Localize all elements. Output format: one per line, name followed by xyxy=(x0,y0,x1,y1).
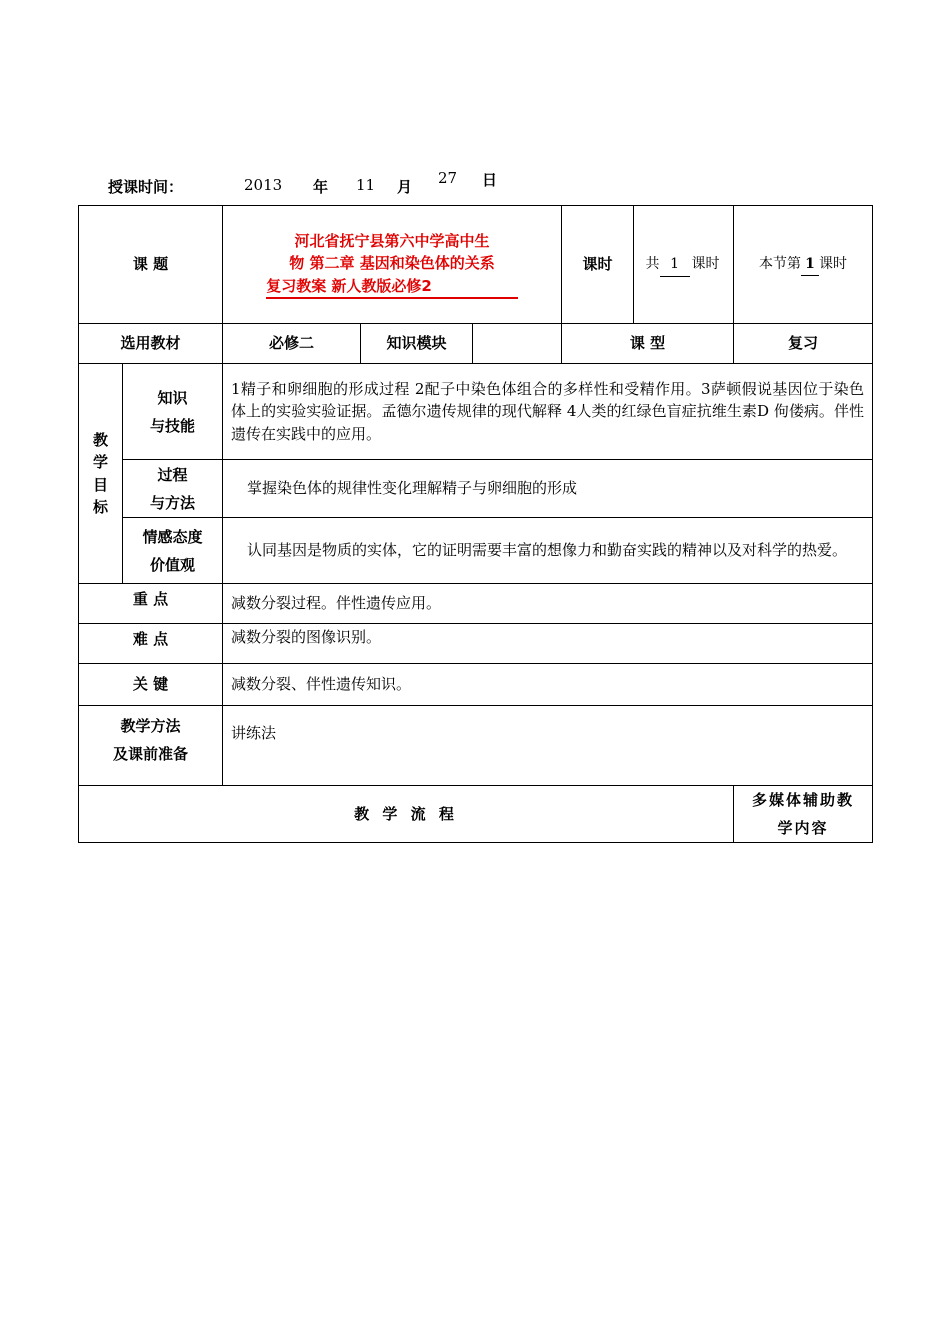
objectives-label-char-1: 教 xyxy=(92,430,108,449)
date-month-unit: 月 xyxy=(397,178,413,196)
total-periods-value: 1 xyxy=(660,252,690,277)
flow-label: 教 学 流 程 xyxy=(79,786,734,843)
period-label: 课时 xyxy=(562,206,634,324)
current-period-prefix: 本节第 xyxy=(759,255,802,272)
material-row xyxy=(79,324,873,364)
total-periods-prefix: 共 xyxy=(645,256,660,272)
flow-row xyxy=(79,786,873,843)
key-row xyxy=(79,664,873,706)
date-day-unit: 日 xyxy=(482,171,498,189)
key-label: 关 键 xyxy=(79,664,223,706)
emotion-label xyxy=(123,518,223,584)
key-points-row xyxy=(79,584,873,624)
methods-label xyxy=(79,706,223,786)
methods-row xyxy=(79,706,873,786)
key-points-label: 重 点 xyxy=(79,584,223,624)
total-periods xyxy=(634,206,734,324)
objectives-label-char-3: 目 xyxy=(92,475,108,494)
current-period-value: 1 xyxy=(801,254,819,276)
methods-label-line-2: 及课前准备 xyxy=(113,745,189,763)
key-text: 减数分裂、伴性遗传知识。 xyxy=(223,664,873,706)
knowledge-label xyxy=(123,364,223,460)
lesson-plan-table xyxy=(78,205,873,843)
current-period-suffix: 课时 xyxy=(819,255,848,272)
lesson-type-label: 课 型 xyxy=(562,324,734,364)
difficulties-label: 难 点 xyxy=(79,624,223,664)
knowledge-label-line-1: 知识 xyxy=(157,388,188,407)
objective-process-row xyxy=(79,460,873,518)
lesson-title-line-2: 物 第二章 基因和染色体的关系 xyxy=(289,254,495,273)
date-day: 27 xyxy=(438,169,458,187)
knowledge-label-line-2: 与技能 xyxy=(150,416,196,435)
current-period xyxy=(734,206,873,324)
objective-emotion-row xyxy=(79,518,873,584)
module-label: 知识模块 xyxy=(361,324,473,364)
objectives-label xyxy=(79,364,123,584)
process-label-line-2: 与方法 xyxy=(150,493,196,512)
emotion-label-line-2: 价值观 xyxy=(150,555,196,574)
methods-label-line-1: 教学方法 xyxy=(120,717,181,735)
date-month: 11 xyxy=(356,176,376,194)
process-label xyxy=(123,460,223,518)
lesson-title-line-1: 河北省抚宁县第六中学高中生 xyxy=(294,231,490,250)
media-label-line-2: 学内容 xyxy=(777,819,829,837)
methods-text: 讲练法 xyxy=(223,706,873,786)
objectives-label-char-4: 标 xyxy=(92,498,108,516)
lesson-title-line-3: 复习教案 新人教版必修2 xyxy=(266,275,518,300)
date-year: 2013 xyxy=(244,176,283,194)
date-label: 授课时间： xyxy=(108,178,184,196)
lesson-title xyxy=(223,206,562,324)
module-value xyxy=(473,324,562,364)
objectives-label-char-2: 学 xyxy=(92,453,108,471)
key-points-text: 减数分裂过程。伴性遗传应用。 xyxy=(223,584,873,624)
date-year-unit: 年 xyxy=(313,178,329,196)
process-text: 掌握染色体的规律性变化理解精子与卵细胞的形成 xyxy=(223,460,873,518)
emotion-label-line-1: 情感态度 xyxy=(142,527,203,546)
media-label-line-1: 多媒体辅助教 xyxy=(752,791,855,809)
total-periods-suffix: 课时 xyxy=(691,256,720,272)
media-label xyxy=(734,786,873,843)
material-value: 必修二 xyxy=(223,324,361,364)
topic-label: 课 题 xyxy=(79,206,223,324)
difficulties-text: 减数分裂的图像识别。 xyxy=(223,624,873,664)
process-label-line-1: 过程 xyxy=(157,465,188,484)
difficulties-row xyxy=(79,624,873,664)
title-row xyxy=(79,206,873,324)
objective-knowledge-row xyxy=(79,364,873,460)
lesson-date-line xyxy=(108,169,608,200)
lesson-type-value: 复习 xyxy=(734,324,873,364)
material-label: 选用教材 xyxy=(79,324,223,364)
knowledge-text: 1精子和卵细胞的形成过程 2配子中染色体组合的多样性和受精作用。3萨顿假说基因位于染色体上的实验实验证据。孟德尔遗传规律的现代解释 4人类的红绿色盲症抗维生素D 佝偻病。伴性遗传在实践中的应用。 xyxy=(223,364,873,460)
emotion-text: 认同基因是物质的实体，它的证明需要丰富的想像力和勤奋实践的精神以及对科学的热爱。 xyxy=(223,518,873,584)
